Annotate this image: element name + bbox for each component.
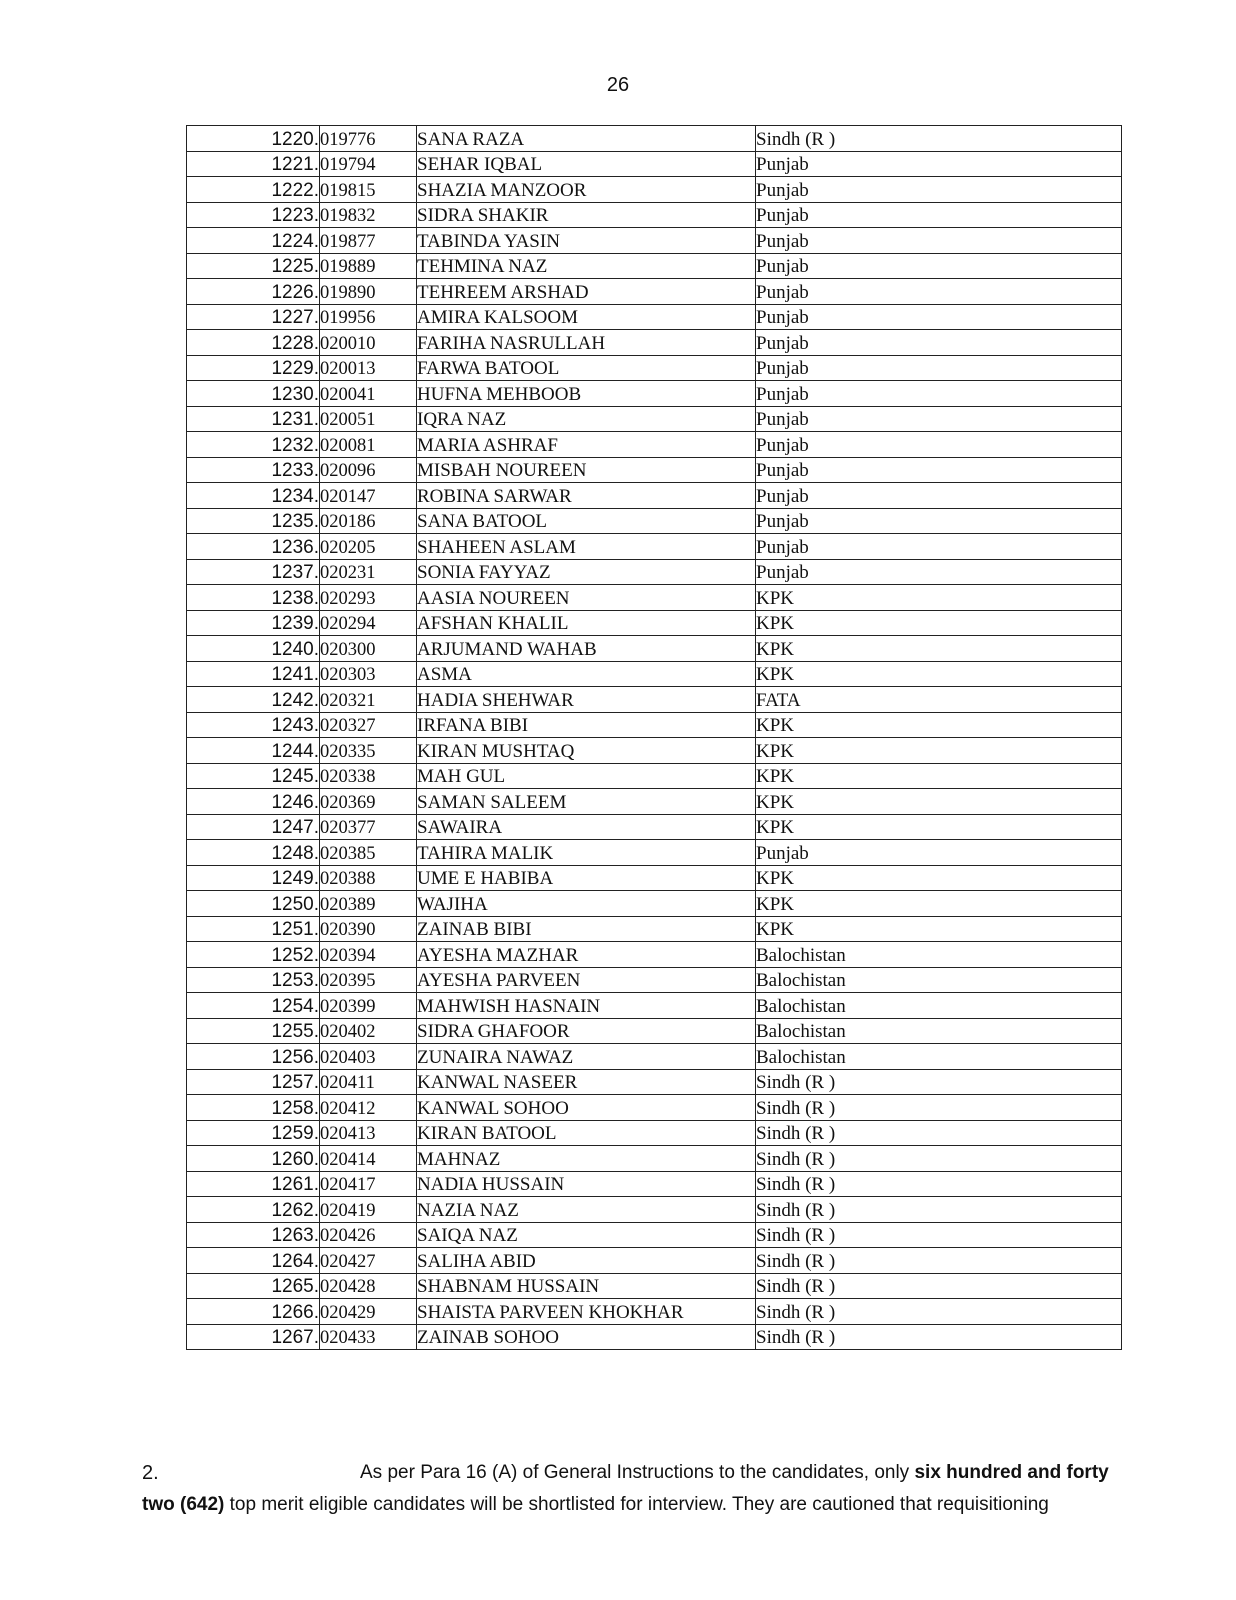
table-row [187, 1044, 1122, 1070]
roll-number-cell: 020369 [320, 789, 417, 815]
candidate-name-cell: ARJUMAND WAHAB [417, 636, 756, 662]
domicile-cell: Punjab [756, 253, 1122, 279]
serial-number-cell: 1245. [187, 763, 320, 789]
candidate-name-cell: TAHIRA MALIK [417, 840, 756, 866]
domicile-cell: Punjab [756, 559, 1122, 585]
serial-number-cell: 1265. [187, 1273, 320, 1299]
table-row [187, 1120, 1122, 1146]
candidate-name-cell: MAHWISH HASNAIN [417, 993, 756, 1019]
table-row [187, 483, 1122, 509]
roll-number-cell: 020402 [320, 1018, 417, 1044]
table-row [187, 202, 1122, 228]
table-row [187, 891, 1122, 917]
candidate-name-cell: ZUNAIRA NAWAZ [417, 1044, 756, 1070]
serial-number-cell: 1229. [187, 355, 320, 381]
table-row [187, 1095, 1122, 1121]
roll-number-cell: 020338 [320, 763, 417, 789]
domicile-cell: KPK [756, 712, 1122, 738]
table-row [187, 559, 1122, 585]
roll-number-cell: 019815 [320, 177, 417, 203]
roll-number-cell: 020293 [320, 585, 417, 611]
table-row [187, 1069, 1122, 1095]
table-row [187, 1299, 1122, 1325]
serial-number-cell: 1227. [187, 304, 320, 330]
candidate-name-cell: SANA BATOOL [417, 508, 756, 534]
domicile-cell: KPK [756, 636, 1122, 662]
serial-number-cell: 1233. [187, 457, 320, 483]
roll-number-cell: 020186 [320, 508, 417, 534]
roll-number-cell: 020394 [320, 942, 417, 968]
domicile-cell: KPK [756, 610, 1122, 636]
candidate-name-cell: SIDRA GHAFOOR [417, 1018, 756, 1044]
table-row [187, 508, 1122, 534]
domicile-cell: Punjab [756, 228, 1122, 254]
roll-number-cell: 020147 [320, 483, 417, 509]
table-row [187, 534, 1122, 560]
serial-number-cell: 1259. [187, 1120, 320, 1146]
table-row [187, 993, 1122, 1019]
serial-number-cell: 1255. [187, 1018, 320, 1044]
roll-number-cell: 020388 [320, 865, 417, 891]
domicile-cell: Sindh (R ) [756, 1248, 1122, 1274]
candidate-name-cell: ZAINAB SOHOO [417, 1324, 756, 1350]
table-row [187, 151, 1122, 177]
domicile-cell: KPK [756, 865, 1122, 891]
candidate-name-cell: UME E HABIBA [417, 865, 756, 891]
domicile-cell: Sindh (R ) [756, 126, 1122, 152]
serial-number-cell: 1244. [187, 738, 320, 764]
roll-number-cell: 020300 [320, 636, 417, 662]
serial-number-cell: 1231. [187, 406, 320, 432]
candidate-name-cell: HADIA SHEHWAR [417, 687, 756, 713]
roll-number-cell: 020403 [320, 1044, 417, 1070]
serial-number-cell: 1232. [187, 432, 320, 458]
roll-number-cell: 020427 [320, 1248, 417, 1274]
domicile-cell: Sindh (R ) [756, 1273, 1122, 1299]
table-row [187, 1146, 1122, 1172]
serial-number-cell: 1260. [187, 1146, 320, 1172]
table-row [187, 330, 1122, 356]
serial-number-cell: 1266. [187, 1299, 320, 1325]
candidate-name-cell: KANWAL NASEER [417, 1069, 756, 1095]
paragraph-line-1-text: As per Para 16 (A) of General Instructions to the candidates, only [360, 1462, 915, 1483]
table-row [187, 916, 1122, 942]
domicile-cell: Balochistan [756, 967, 1122, 993]
roll-number-cell: 020377 [320, 814, 417, 840]
serial-number-cell: 1222. [187, 177, 320, 203]
domicile-cell: Punjab [756, 534, 1122, 560]
serial-number-cell: 1224. [187, 228, 320, 254]
domicile-cell: Sindh (R ) [756, 1222, 1122, 1248]
roll-number-cell: 020205 [320, 534, 417, 560]
domicile-cell: Sindh (R ) [756, 1299, 1122, 1325]
table-row [187, 636, 1122, 662]
serial-number-cell: 1248. [187, 840, 320, 866]
domicile-cell: Sindh (R ) [756, 1120, 1122, 1146]
serial-number-cell: 1261. [187, 1171, 320, 1197]
candidate-name-cell: FARWA BATOOL [417, 355, 756, 381]
roll-number-cell: 020399 [320, 993, 417, 1019]
domicile-cell: Punjab [756, 177, 1122, 203]
serial-number-cell: 1243. [187, 712, 320, 738]
roll-number-cell: 020010 [320, 330, 417, 356]
serial-number-cell: 1252. [187, 942, 320, 968]
serial-number-cell: 1246. [187, 789, 320, 815]
serial-number-cell: 1249. [187, 865, 320, 891]
domicile-cell: Punjab [756, 381, 1122, 407]
roll-number-cell: 020385 [320, 840, 417, 866]
table-row [187, 228, 1122, 254]
candidate-name-cell: SIDRA SHAKIR [417, 202, 756, 228]
candidate-name-cell: SHAISTA PARVEEN KHOKHAR [417, 1299, 756, 1325]
domicile-cell: KPK [756, 585, 1122, 611]
serial-number-cell: 1264. [187, 1248, 320, 1274]
roll-number-cell: 020013 [320, 355, 417, 381]
serial-number-cell: 1240. [187, 636, 320, 662]
roll-number-cell: 019890 [320, 279, 417, 305]
table-row [187, 381, 1122, 407]
serial-number-cell: 1226. [187, 279, 320, 305]
candidate-name-cell: ROBINA SARWAR [417, 483, 756, 509]
table-row [187, 1171, 1122, 1197]
table-row [187, 253, 1122, 279]
table-row [187, 610, 1122, 636]
table-row [187, 738, 1122, 764]
table-row [187, 1248, 1122, 1274]
paragraph-line-2 [142, 1494, 1049, 1516]
roll-number-cell: 020081 [320, 432, 417, 458]
roll-number-cell: 020390 [320, 916, 417, 942]
candidate-name-cell: MISBAH NOUREEN [417, 457, 756, 483]
serial-number-cell: 1267. [187, 1324, 320, 1350]
roll-number-cell: 020041 [320, 381, 417, 407]
domicile-cell: Punjab [756, 483, 1122, 509]
paragraph-line-2-text: top merit eligible candidates will be shortlisted for interview. They are cautioned that requisitioning [224, 1494, 1049, 1515]
candidate-name-cell: AYESHA PARVEEN [417, 967, 756, 993]
candidate-name-cell: SALIHA ABID [417, 1248, 756, 1274]
table-row [187, 177, 1122, 203]
table-row [187, 967, 1122, 993]
table-row [187, 712, 1122, 738]
candidate-name-cell: MARIA ASHRAF [417, 432, 756, 458]
page-number: 26 [606, 74, 630, 96]
candidate-name-cell: TABINDA YASIN [417, 228, 756, 254]
serial-number-cell: 1247. [187, 814, 320, 840]
roll-number-cell: 020231 [320, 559, 417, 585]
serial-number-cell: 1223. [187, 202, 320, 228]
roll-number-cell: 020411 [320, 1069, 417, 1095]
serial-number-cell: 1230. [187, 381, 320, 407]
roll-number-cell: 020426 [320, 1222, 417, 1248]
serial-number-cell: 1253. [187, 967, 320, 993]
candidate-name-cell: NADIA HUSSAIN [417, 1171, 756, 1197]
candidate-name-cell: TEHMINA NAZ [417, 253, 756, 279]
serial-number-cell: 1254. [187, 993, 320, 1019]
domicile-cell: Punjab [756, 202, 1122, 228]
serial-number-cell: 1236. [187, 534, 320, 560]
table-row [187, 942, 1122, 968]
serial-number-cell: 1258. [187, 1095, 320, 1121]
serial-number-cell: 1239. [187, 610, 320, 636]
candidate-name-cell: KANWAL SOHOO [417, 1095, 756, 1121]
table-row [187, 1273, 1122, 1299]
roll-number-cell: 020428 [320, 1273, 417, 1299]
domicile-cell: Punjab [756, 406, 1122, 432]
domicile-cell: Balochistan [756, 1044, 1122, 1070]
table-row [187, 789, 1122, 815]
serial-number-cell: 1235. [187, 508, 320, 534]
domicile-cell: Punjab [756, 508, 1122, 534]
domicile-cell: KPK [756, 789, 1122, 815]
table-row [187, 1197, 1122, 1223]
roll-number-cell: 020389 [320, 891, 417, 917]
serial-number-cell: 1220. [187, 126, 320, 152]
table-row [187, 279, 1122, 305]
paragraph-line-1 [360, 1462, 1109, 1484]
candidate-name-cell: NAZIA NAZ [417, 1197, 756, 1223]
table-row [187, 304, 1122, 330]
domicile-cell: Sindh (R ) [756, 1171, 1122, 1197]
merit-list-body [187, 126, 1122, 1350]
roll-number-cell: 020321 [320, 687, 417, 713]
serial-number-cell: 1250. [187, 891, 320, 917]
table-row [187, 763, 1122, 789]
domicile-cell: Punjab [756, 304, 1122, 330]
candidate-name-cell: KIRAN MUSHTAQ [417, 738, 756, 764]
table-row [187, 406, 1122, 432]
serial-number-cell: 1225. [187, 253, 320, 279]
roll-number-cell: 020294 [320, 610, 417, 636]
table-row [187, 432, 1122, 458]
domicile-cell: Punjab [756, 355, 1122, 381]
candidate-name-cell: HUFNA MEHBOOB [417, 381, 756, 407]
roll-number-cell: 020429 [320, 1299, 417, 1325]
domicile-cell: FATA [756, 687, 1122, 713]
candidate-name-cell: SAWAIRA [417, 814, 756, 840]
domicile-cell: Balochistan [756, 1018, 1122, 1044]
serial-number-cell: 1242. [187, 687, 320, 713]
serial-number-cell: 1221. [187, 151, 320, 177]
domicile-cell: KPK [756, 814, 1122, 840]
candidate-name-cell: AASIA NOUREEN [417, 585, 756, 611]
domicile-cell: Punjab [756, 457, 1122, 483]
candidate-name-cell: MAHNAZ [417, 1146, 756, 1172]
serial-number-cell: 1263. [187, 1222, 320, 1248]
merit-list-table [186, 125, 1122, 1350]
domicile-cell: Sindh (R ) [756, 1069, 1122, 1095]
candidate-name-cell: MAH GUL [417, 763, 756, 789]
candidate-name-cell: SAIQA NAZ [417, 1222, 756, 1248]
roll-number-cell: 020303 [320, 661, 417, 687]
candidate-name-cell: SANA RAZA [417, 126, 756, 152]
candidate-name-cell: SHAHEEN ASLAM [417, 534, 756, 560]
paragraph-line-2-bold: two (642) [142, 1494, 225, 1515]
domicile-cell: Balochistan [756, 993, 1122, 1019]
serial-number-cell: 1237. [187, 559, 320, 585]
roll-number-cell: 020419 [320, 1197, 417, 1223]
roll-number-cell: 020433 [320, 1324, 417, 1350]
roll-number-cell: 020096 [320, 457, 417, 483]
domicile-cell: Sindh (R ) [756, 1197, 1122, 1223]
domicile-cell: Punjab [756, 279, 1122, 305]
serial-number-cell: 1234. [187, 483, 320, 509]
candidate-name-cell: WAJIHA [417, 891, 756, 917]
roll-number-cell: 020414 [320, 1146, 417, 1172]
table-row [187, 865, 1122, 891]
candidate-name-cell: TEHREEM ARSHAD [417, 279, 756, 305]
table-row [187, 1222, 1122, 1248]
serial-number-cell: 1262. [187, 1197, 320, 1223]
table-row [187, 840, 1122, 866]
table-row [187, 457, 1122, 483]
candidate-name-cell: SHAZIA MANZOOR [417, 177, 756, 203]
roll-number-cell: 019776 [320, 126, 417, 152]
roll-number-cell: 020335 [320, 738, 417, 764]
domicile-cell: Sindh (R ) [756, 1146, 1122, 1172]
domicile-cell: KPK [756, 916, 1122, 942]
roll-number-cell: 020412 [320, 1095, 417, 1121]
serial-number-cell: 1256. [187, 1044, 320, 1070]
table-row [187, 661, 1122, 687]
table-row [187, 1324, 1122, 1350]
domicile-cell: Punjab [756, 840, 1122, 866]
table-row [187, 1018, 1122, 1044]
candidate-name-cell: SEHAR IQBAL [417, 151, 756, 177]
roll-number-cell: 019832 [320, 202, 417, 228]
domicile-cell: KPK [756, 661, 1122, 687]
table-row [187, 814, 1122, 840]
roll-number-cell: 020395 [320, 967, 417, 993]
serial-number-cell: 1251. [187, 916, 320, 942]
candidate-name-cell: AFSHAN KHALIL [417, 610, 756, 636]
candidate-name-cell: IRFANA BIBI [417, 712, 756, 738]
candidate-name-cell: ASMA [417, 661, 756, 687]
candidate-name-cell: IQRA NAZ [417, 406, 756, 432]
roll-number-cell: 020413 [320, 1120, 417, 1146]
candidate-name-cell: SAMAN SALEEM [417, 789, 756, 815]
domicile-cell: Punjab [756, 330, 1122, 356]
domicile-cell: Balochistan [756, 942, 1122, 968]
serial-number-cell: 1228. [187, 330, 320, 356]
domicile-cell: KPK [756, 763, 1122, 789]
domicile-cell: Punjab [756, 151, 1122, 177]
roll-number-cell: 020327 [320, 712, 417, 738]
table-row [187, 585, 1122, 611]
serial-number-cell: 1257. [187, 1069, 320, 1095]
candidate-name-cell: SONIA FAYYAZ [417, 559, 756, 585]
candidate-name-cell: KIRAN BATOOL [417, 1120, 756, 1146]
table-row [187, 687, 1122, 713]
domicile-cell: Sindh (R ) [756, 1324, 1122, 1350]
candidate-name-cell: AMIRA KALSOOM [417, 304, 756, 330]
candidate-name-cell: SHABNAM HUSSAIN [417, 1273, 756, 1299]
table-row [187, 355, 1122, 381]
candidate-name-cell: ZAINAB BIBI [417, 916, 756, 942]
candidate-name-cell: AYESHA MAZHAR [417, 942, 756, 968]
roll-number-cell: 020417 [320, 1171, 417, 1197]
serial-number-cell: 1238. [187, 585, 320, 611]
roll-number-cell: 019889 [320, 253, 417, 279]
roll-number-cell: 019956 [320, 304, 417, 330]
domicile-cell: KPK [756, 891, 1122, 917]
candidate-name-cell: FARIHA NASRULLAH [417, 330, 756, 356]
paragraph-number: 2. [142, 1462, 159, 1484]
serial-number-cell: 1241. [187, 661, 320, 687]
domicile-cell: Punjab [756, 432, 1122, 458]
table-row [187, 126, 1122, 152]
roll-number-cell: 019794 [320, 151, 417, 177]
domicile-cell: Sindh (R ) [756, 1095, 1122, 1121]
domicile-cell: KPK [756, 738, 1122, 764]
roll-number-cell: 019877 [320, 228, 417, 254]
paragraph-line-1-bold: six hundred and forty [914, 1462, 1109, 1483]
roll-number-cell: 020051 [320, 406, 417, 432]
